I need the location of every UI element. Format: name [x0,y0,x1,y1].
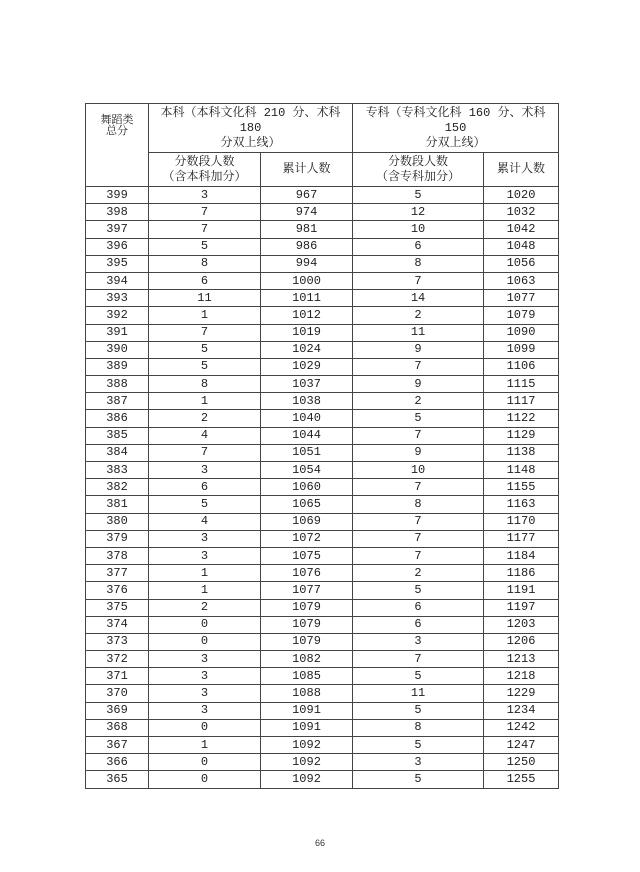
undergraduate-cumulative-cell: 1085 [261,668,353,685]
junior-college-cumulative-cell: 1250 [484,754,559,771]
table-row [86,616,559,633]
table-row [86,719,559,736]
table-row [86,702,559,719]
undergraduate-cumulative-cell: 1065 [261,496,353,513]
score-cell: 370 [86,685,149,702]
undergraduate-count-cell: 0 [149,771,261,788]
junior-college-count-cell: 5 [353,187,484,204]
undergraduate-count-cell: 0 [149,633,261,650]
table-row [86,187,559,204]
junior-college-count-header: 分数段人数 （含专科加分） [353,153,484,187]
junior-college-cumulative-cell: 1234 [484,702,559,719]
undergraduate-cumulative-cell: 1024 [261,341,353,358]
junior-college-count-cell: 7 [353,272,484,289]
table-row [86,737,559,754]
undergraduate-count-cell: 1 [149,307,261,324]
table-row [86,358,559,375]
junior-college-cumulative-cell: 1129 [484,427,559,444]
table-row [86,771,559,788]
junior-college-count-cell: 11 [353,324,484,341]
undergraduate-count-header: 分数段人数 （含本科加分） [149,153,261,187]
table-row [86,599,559,616]
table-row [86,290,559,307]
undergraduate-count-cell: 3 [149,651,261,668]
junior-college-cumulative-cell: 1117 [484,393,559,410]
junior-college-count-cell: 7 [353,479,484,496]
score-cell: 386 [86,410,149,427]
junior-college-cumulative-cell: 1063 [484,272,559,289]
junior-college-count-cell: 7 [353,513,484,530]
undergraduate-count-cell: 1 [149,737,261,754]
junior-college-cumulative-cell: 1077 [484,290,559,307]
junior-college-count-cell: 8 [353,496,484,513]
undergraduate-count-cell: 0 [149,754,261,771]
undergraduate-count-cell: 2 [149,599,261,616]
junior-college-count-cell: 2 [353,393,484,410]
junior-college-count-cell: 5 [353,702,484,719]
junior-college-cumulative-cell: 1242 [484,719,559,736]
junior-college-cumulative-header: 累计人数 [484,153,559,187]
junior-college-count-cell: 7 [353,530,484,547]
junior-college-cumulative-cell: 1138 [484,444,559,461]
score-cell: 367 [86,737,149,754]
junior-college-count-cell: 5 [353,771,484,788]
undergraduate-count-cell: 3 [149,702,261,719]
junior-college-count-cell: 12 [353,204,484,221]
score-cell: 379 [86,530,149,547]
junior-college-cumulative-cell: 1163 [484,496,559,513]
undergraduate-cumulative-cell: 994 [261,255,353,272]
table-body [86,187,559,789]
junior-college-cumulative-cell: 1229 [484,685,559,702]
score-cell: 380 [86,513,149,530]
junior-college-count-cell: 14 [353,290,484,307]
undergraduate-cumulative-cell: 1079 [261,599,353,616]
table-row [86,255,559,272]
junior-college-cumulative-cell: 1191 [484,582,559,599]
table-row [86,754,559,771]
table-row [86,565,559,582]
junior-college-cumulative-cell: 1213 [484,651,559,668]
total-score-header: 舞蹈类 总分 [86,104,149,187]
junior-college-cumulative-cell: 1247 [484,737,559,754]
undergraduate-count-cell: 5 [149,358,261,375]
undergraduate-cumulative-cell: 1060 [261,479,353,496]
undergraduate-cumulative-cell: 1092 [261,754,353,771]
undergraduate-cumulative-cell: 1092 [261,771,353,788]
junior-college-count-cell: 5 [353,410,484,427]
score-cell: 390 [86,341,149,358]
undergraduate-cumulative-cell: 1040 [261,410,353,427]
undergraduate-cumulative-header: 累计人数 [261,153,353,187]
junior-college-cumulative-cell: 1106 [484,358,559,375]
junior-college-cumulative-cell: 1122 [484,410,559,427]
undergraduate-count-cell: 8 [149,255,261,272]
undergraduate-cumulative-cell: 1091 [261,702,353,719]
score-cell: 372 [86,651,149,668]
undergraduate-count-cell: 7 [149,324,261,341]
junior-college-cumulative-cell: 1079 [484,307,559,324]
junior-college-cumulative-cell: 1020 [484,187,559,204]
score-cell: 365 [86,771,149,788]
score-cell: 369 [86,702,149,719]
junior-college-count-cell: 7 [353,651,484,668]
junior-college-count-cell: 9 [353,444,484,461]
undergraduate-cumulative-cell: 1082 [261,651,353,668]
undergraduate-cumulative-cell: 1011 [261,290,353,307]
score-cell: 376 [86,582,149,599]
table-row [86,651,559,668]
undergraduate-cumulative-cell: 1051 [261,444,353,461]
score-cell: 366 [86,754,149,771]
undergraduate-cumulative-cell: 1029 [261,358,353,375]
score-cell: 378 [86,547,149,564]
junior-college-count-cell: 2 [353,307,484,324]
score-cell: 392 [86,307,149,324]
junior-college-count-cell: 10 [353,462,484,479]
undergraduate-count-cell: 1 [149,565,261,582]
junior-college-cumulative-cell: 1056 [484,255,559,272]
score-cell: 368 [86,719,149,736]
junior-college-cumulative-cell: 1186 [484,565,559,582]
junior-college-count-cell: 3 [353,754,484,771]
undergraduate-count-cell: 0 [149,719,261,736]
undergraduate-count-cell: 5 [149,496,261,513]
undergraduate-cumulative-cell: 1054 [261,462,353,479]
table-row [86,238,559,255]
junior-college-count-cell: 11 [353,685,484,702]
undergraduate-cumulative-cell: 967 [261,187,353,204]
undergraduate-cumulative-cell: 1077 [261,582,353,599]
score-cell: 389 [86,358,149,375]
table-row [86,204,559,221]
score-cell: 383 [86,462,149,479]
undergraduate-count-cell: 5 [149,341,261,358]
undergraduate-cumulative-cell: 1069 [261,513,353,530]
junior-college-count-cell: 3 [353,633,484,650]
junior-college-cumulative-cell: 1099 [484,341,559,358]
undergraduate-count-cell: 1 [149,582,261,599]
junior-college-count-cell: 6 [353,616,484,633]
undergraduate-cumulative-cell: 1044 [261,427,353,444]
undergraduate-count-cell: 3 [149,547,261,564]
junior-college-cumulative-cell: 1203 [484,616,559,633]
table-row [86,496,559,513]
junior-college-cumulative-cell: 1206 [484,633,559,650]
junior-college-cumulative-cell: 1090 [484,324,559,341]
table-row [86,221,559,238]
score-cell: 388 [86,376,149,393]
undergraduate-cumulative-cell: 981 [261,221,353,238]
undergraduate-count-cell: 7 [149,221,261,238]
junior-college-cumulative-cell: 1155 [484,479,559,496]
page-number: 66 [314,838,325,848]
table-row [86,479,559,496]
junior-college-cumulative-cell: 1170 [484,513,559,530]
junior-college-count-cell: 8 [353,255,484,272]
junior-college-cumulative-cell: 1048 [484,238,559,255]
junior-college-count-cell: 9 [353,376,484,393]
score-cell: 377 [86,565,149,582]
junior-college-count-cell: 8 [353,719,484,736]
undergraduate-count-cell: 1 [149,393,261,410]
score-cell: 387 [86,393,149,410]
table-row [86,633,559,650]
score-cell: 371 [86,668,149,685]
undergraduate-count-cell: 7 [149,444,261,461]
undergraduate-count-cell: 3 [149,530,261,547]
junior-college-count-cell: 2 [353,565,484,582]
table-row [86,462,559,479]
table-header [86,104,559,187]
score-cell: 375 [86,599,149,616]
score-distribution-sheet [85,103,558,789]
score-cell: 393 [86,290,149,307]
table-row [86,685,559,702]
score-cell: 395 [86,255,149,272]
undergraduate-count-cell: 8 [149,376,261,393]
junior-college-count-cell: 7 [353,358,484,375]
undergraduate-count-cell: 3 [149,462,261,479]
score-cell: 374 [86,616,149,633]
score-cell: 384 [86,444,149,461]
table-row [86,410,559,427]
undergraduate-cumulative-cell: 1037 [261,376,353,393]
score-cell: 396 [86,238,149,255]
junior-college-count-cell: 10 [353,221,484,238]
junior-college-count-cell: 7 [353,547,484,564]
table-row [86,513,559,530]
undergraduate-cumulative-cell: 1079 [261,616,353,633]
junior-college-cumulative-cell: 1255 [484,771,559,788]
junior-college-cumulative-cell: 1184 [484,547,559,564]
score-table [85,103,559,789]
junior-college-count-cell: 6 [353,599,484,616]
undergraduate-count-cell: 5 [149,238,261,255]
table-row [86,582,559,599]
table-row [86,547,559,564]
junior-college-count-cell: 5 [353,668,484,685]
table-row [86,444,559,461]
undergraduate-count-cell: 3 [149,668,261,685]
undergraduate-header: 本科（本科文化科 210 分、术科 180 分双上线） [149,104,353,153]
undergraduate-count-cell: 2 [149,410,261,427]
undergraduate-cumulative-cell: 1092 [261,737,353,754]
table-row [86,272,559,289]
score-cell: 382 [86,479,149,496]
table-row [86,324,559,341]
undergraduate-cumulative-cell: 1091 [261,719,353,736]
table-row [86,427,559,444]
junior-college-count-cell: 7 [353,427,484,444]
undergraduate-count-cell: 0 [149,616,261,633]
undergraduate-cumulative-cell: 986 [261,238,353,255]
undergraduate-count-cell: 7 [149,204,261,221]
score-cell: 385 [86,427,149,444]
junior-college-cumulative-cell: 1218 [484,668,559,685]
undergraduate-cumulative-cell: 1000 [261,272,353,289]
score-cell: 399 [86,187,149,204]
junior-college-cumulative-cell: 1115 [484,376,559,393]
undergraduate-count-cell: 4 [149,513,261,530]
undergraduate-cumulative-cell: 1012 [261,307,353,324]
junior-college-count-cell: 5 [353,582,484,599]
table-row [86,530,559,547]
undergraduate-cumulative-cell: 1038 [261,393,353,410]
undergraduate-count-cell: 11 [149,290,261,307]
junior-college-header: 专科（专科文化科 160 分、术科 150 分双上线） [353,104,559,153]
undergraduate-count-cell: 3 [149,187,261,204]
junior-college-cumulative-cell: 1148 [484,462,559,479]
undergraduate-cumulative-cell: 974 [261,204,353,221]
junior-college-cumulative-cell: 1197 [484,599,559,616]
undergraduate-count-cell: 6 [149,272,261,289]
junior-college-cumulative-cell: 1032 [484,204,559,221]
score-cell: 373 [86,633,149,650]
table-row [86,376,559,393]
score-cell: 394 [86,272,149,289]
junior-college-count-cell: 9 [353,341,484,358]
undergraduate-cumulative-cell: 1076 [261,565,353,582]
score-cell: 381 [86,496,149,513]
table-row [86,341,559,358]
undergraduate-cumulative-cell: 1088 [261,685,353,702]
score-cell: 391 [86,324,149,341]
score-cell: 398 [86,204,149,221]
table-row [86,307,559,324]
junior-college-count-cell: 6 [353,238,484,255]
undergraduate-cumulative-cell: 1075 [261,547,353,564]
undergraduate-cumulative-cell: 1079 [261,633,353,650]
score-cell: 397 [86,221,149,238]
undergraduate-count-cell: 4 [149,427,261,444]
junior-college-count-cell: 5 [353,737,484,754]
table-row [86,668,559,685]
junior-college-cumulative-cell: 1042 [484,221,559,238]
junior-college-cumulative-cell: 1177 [484,530,559,547]
undergraduate-cumulative-cell: 1072 [261,530,353,547]
table-row [86,393,559,410]
undergraduate-count-cell: 6 [149,479,261,496]
undergraduate-count-cell: 3 [149,685,261,702]
undergraduate-cumulative-cell: 1019 [261,324,353,341]
